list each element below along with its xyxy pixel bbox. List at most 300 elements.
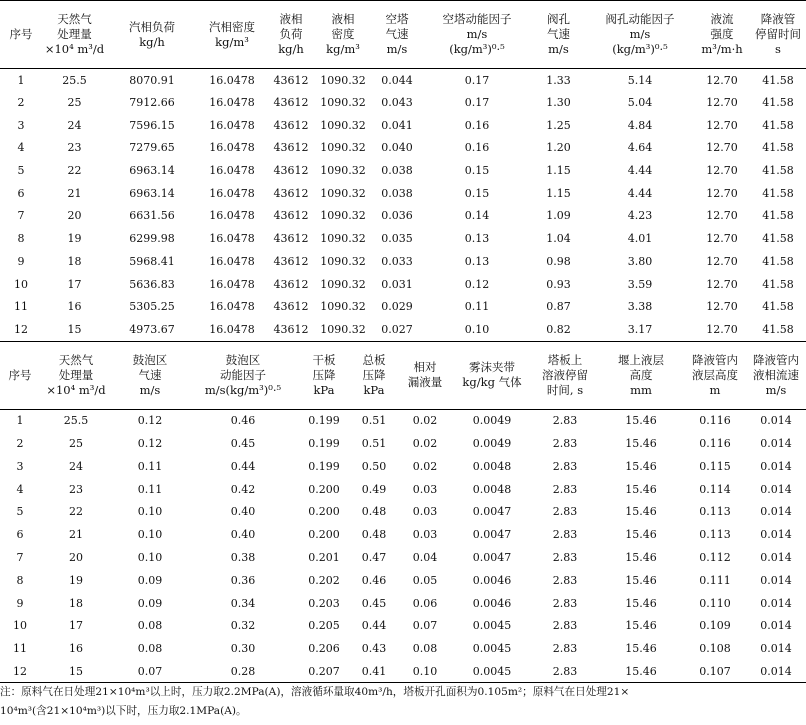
header-text: m/s xyxy=(765,382,787,397)
table1-header-col-3 xyxy=(197,1,267,69)
header-text: 阀孔 xyxy=(547,12,570,26)
table-footnote xyxy=(0,683,806,721)
table-cell: 23 xyxy=(69,482,83,496)
table2-header-col-4 xyxy=(298,341,350,409)
table-cell: 16 xyxy=(67,300,82,314)
table1-header-col-11 xyxy=(750,1,806,69)
header-text: kg/h xyxy=(139,34,165,49)
table-cell: 0.44 xyxy=(230,459,256,473)
table-cell: 41.58 xyxy=(762,141,794,155)
table-cell: 12.70 xyxy=(706,322,738,336)
table-cell: 19 xyxy=(69,573,83,587)
header-text: kPa xyxy=(313,382,335,397)
header-text: 液流 xyxy=(710,12,734,26)
header-text: 降液管 xyxy=(760,12,796,26)
table-cell: 0.111 xyxy=(699,573,731,587)
header-text: 空塔 xyxy=(385,12,409,26)
table-cell: 2 xyxy=(16,436,24,450)
header-text: 汽相负荷 xyxy=(129,19,175,34)
table-cell: 41.58 xyxy=(762,96,794,110)
table-cell: 41.58 xyxy=(762,73,794,87)
table-cell: 0.45 xyxy=(361,596,387,610)
table-cell: 2 xyxy=(17,96,25,110)
table-cell: 5 xyxy=(17,164,25,178)
table-cell: 0.43 xyxy=(361,642,387,656)
table-cell: 16.0478 xyxy=(209,209,255,223)
table-cell: 4.84 xyxy=(627,118,653,132)
table-cell: 3.17 xyxy=(627,322,653,336)
table-cell: 5.14 xyxy=(627,73,653,87)
header-text: 堰上液层 xyxy=(618,352,664,367)
table-cell: 0.014 xyxy=(760,482,792,496)
header-text: 空塔动能因子 xyxy=(442,12,512,26)
table-cell: 2.83 xyxy=(552,505,578,519)
table-row xyxy=(0,91,806,114)
table-cell: 1090.32 xyxy=(320,277,366,291)
table-cell: 1090.32 xyxy=(320,232,366,246)
table-cell: 4.64 xyxy=(627,141,653,155)
table-cell: 16.0478 xyxy=(209,141,255,155)
table-cell: 15.46 xyxy=(625,573,657,587)
table-cell: 2.83 xyxy=(552,596,578,610)
header-text: 动能因子 xyxy=(220,367,266,382)
table-cell: 0.107 xyxy=(699,664,731,678)
table-cell: 12.70 xyxy=(706,232,738,246)
table-cell: 0.16 xyxy=(464,141,490,155)
table-cell: 0.0045 xyxy=(472,619,512,633)
table-cell: 0.014 xyxy=(760,459,792,473)
table-cell: 0.41 xyxy=(361,664,387,678)
table-cell: 0.0047 xyxy=(472,505,512,519)
table-cell: 0.116 xyxy=(699,436,731,450)
table-cell: 43612 xyxy=(273,232,309,246)
table-cell: 7912.66 xyxy=(129,96,175,110)
table-cell: 0.200 xyxy=(308,505,340,519)
header-text: kg/h xyxy=(278,42,304,56)
table-cell: 24 xyxy=(69,459,83,473)
table-cell: 0.11 xyxy=(137,459,163,473)
table-cell: 0.10 xyxy=(137,505,163,519)
table-cell: 15 xyxy=(69,664,83,678)
header-text: 气速 xyxy=(138,367,162,382)
table-cell: 0.113 xyxy=(699,505,731,519)
table-cell: 0.30 xyxy=(230,642,256,656)
table-cell: 1.20 xyxy=(546,141,571,155)
table-row xyxy=(0,250,806,273)
table1-header-col-6 xyxy=(371,1,423,69)
table-cell: 1090.32 xyxy=(320,141,366,155)
table-cell: 1.09 xyxy=(546,209,571,223)
table-cell: 0.033 xyxy=(381,254,413,268)
header-text: ×10⁴ m³/d xyxy=(46,382,106,397)
table-cell: 9 xyxy=(17,254,25,268)
table-cell: 0.12 xyxy=(464,277,490,291)
table-cell: 0.0045 xyxy=(472,664,512,678)
table-cell: 2.83 xyxy=(552,482,578,496)
hydraulics-table-1 xyxy=(0,0,806,341)
table-row xyxy=(0,569,806,592)
table-cell: 0.014 xyxy=(760,550,792,564)
table-row xyxy=(0,637,806,660)
table-cell: 12.70 xyxy=(706,164,738,178)
table-cell: 15.46 xyxy=(625,414,657,428)
table-cell: 0.199 xyxy=(308,459,340,473)
header-text: 降液管内 xyxy=(692,352,738,367)
header-text: m xyxy=(709,382,721,397)
header-text: kg/m³ xyxy=(215,34,249,49)
table-row xyxy=(0,159,806,182)
table1-header-col-4 xyxy=(267,1,315,69)
table-cell: 2.83 xyxy=(552,619,578,633)
table2-header-col-10 xyxy=(684,341,746,409)
table-cell: 0.47 xyxy=(361,550,387,564)
table-cell: 0.51 xyxy=(361,414,387,428)
table-cell: 0.46 xyxy=(361,573,387,587)
table2-header-col-2 xyxy=(112,341,188,409)
table2-header-col-0 xyxy=(0,341,40,409)
header-text: 液相 xyxy=(279,12,303,26)
table-cell: 0.0049 xyxy=(472,436,512,450)
table-cell: 0.114 xyxy=(699,482,731,496)
table-cell: 0.014 xyxy=(760,596,792,610)
table1-header-col-10 xyxy=(694,1,750,69)
table-cell: 18 xyxy=(69,596,83,610)
table-cell: 41.58 xyxy=(762,164,794,178)
table-cell: 20 xyxy=(69,550,83,564)
table-cell: 0.09 xyxy=(137,573,163,587)
table-cell: 0.08 xyxy=(412,642,438,656)
table-cell: 16.0478 xyxy=(209,96,255,110)
table-cell: 0.07 xyxy=(137,664,163,678)
table-cell: 0.10 xyxy=(137,528,163,542)
table-cell: 15 xyxy=(67,322,82,336)
table-cell: 0.199 xyxy=(308,436,340,450)
table-cell: 5.04 xyxy=(627,96,653,110)
table-cell: 0.038 xyxy=(381,186,413,200)
table-cell: 12 xyxy=(13,664,27,678)
header-text: kg/kg 气体 xyxy=(462,375,522,390)
table-cell: 0.11 xyxy=(464,300,490,314)
table2-header-col-3 xyxy=(188,341,298,409)
table-cell: 0.02 xyxy=(412,459,438,473)
table-cell: 0.14 xyxy=(464,209,490,223)
table-cell: 0.0046 xyxy=(472,573,512,587)
table-cell: 0.02 xyxy=(412,436,438,450)
table-cell: 0.28 xyxy=(230,664,256,678)
table-cell: 0.0048 xyxy=(472,482,512,496)
table-cell: 0.17 xyxy=(464,73,490,87)
table-cell: 0.0047 xyxy=(472,528,512,542)
table-cell: 21 xyxy=(69,528,83,542)
table-cell: 12.70 xyxy=(706,186,738,200)
table-cell: 0.07 xyxy=(412,619,438,633)
table1-header-row xyxy=(0,1,806,69)
header-text: s xyxy=(775,42,781,56)
table-cell: 24 xyxy=(67,118,82,132)
table-cell: 0.10 xyxy=(464,322,490,336)
table-cell: 43612 xyxy=(273,73,309,87)
table-row xyxy=(0,546,806,569)
table-cell: 0.044 xyxy=(381,73,413,87)
header-text: 强度 xyxy=(710,27,734,41)
table-cell: 41.58 xyxy=(762,186,794,200)
table-row xyxy=(0,114,806,137)
table-cell: 7 xyxy=(16,550,24,564)
table-cell: 0.32 xyxy=(230,619,256,633)
header-text: m/s xyxy=(386,42,408,56)
table-cell: 1 xyxy=(16,414,24,428)
table2-header-col-1 xyxy=(40,341,112,409)
table-cell: 0.49 xyxy=(361,482,387,496)
table-row xyxy=(0,273,806,296)
header-text: 时间, s xyxy=(546,382,584,397)
table-cell: 0.031 xyxy=(381,277,413,291)
table-cell: 4 xyxy=(16,482,24,496)
table-cell: 0.44 xyxy=(361,619,387,633)
table-cell: 12.70 xyxy=(706,300,738,314)
table-cell: 0.03 xyxy=(412,482,438,496)
table1-header-col-7 xyxy=(423,1,531,69)
header-text: 液相流速 xyxy=(753,367,799,382)
table-row xyxy=(0,592,806,615)
table-cell: 7596.15 xyxy=(129,118,175,132)
table-cell: 0.13 xyxy=(464,254,490,268)
table-cell: 12.70 xyxy=(706,96,738,110)
table-cell: 0.48 xyxy=(361,505,387,519)
header-text: 阀孔动能因子 xyxy=(605,12,675,26)
table-cell: 0.014 xyxy=(760,436,792,450)
table-cell: 0.03 xyxy=(412,505,438,519)
table-cell: 3.59 xyxy=(627,277,653,291)
table-cell: 0.207 xyxy=(308,664,340,678)
table-cell: 9 xyxy=(16,596,24,610)
header-text: m/s(kg/m³)⁰·⁵ xyxy=(204,382,282,397)
table-row xyxy=(0,227,806,250)
table-cell: 15.46 xyxy=(625,550,657,564)
table-cell: 0.05 xyxy=(412,573,438,587)
table-cell: 0.043 xyxy=(381,96,413,110)
header-text: 雾沫夹带 xyxy=(469,360,515,375)
table-cell: 2.83 xyxy=(552,573,578,587)
table-cell: 3.38 xyxy=(627,300,653,314)
table2-header-col-8 xyxy=(532,341,598,409)
table-cell: 0.109 xyxy=(699,619,731,633)
table-cell: 25.5 xyxy=(62,73,87,87)
table-cell: 4.44 xyxy=(627,186,653,200)
table-cell: 6963.14 xyxy=(129,186,175,200)
header-text: 高度 xyxy=(629,367,653,382)
table-cell: 3 xyxy=(16,459,24,473)
table-cell: 21 xyxy=(67,186,82,200)
table-cell: 0.45 xyxy=(230,436,256,450)
header-text: 压降 xyxy=(312,367,336,382)
table-cell: 0.48 xyxy=(361,528,387,542)
table-cell: 17 xyxy=(69,619,83,633)
table-cell: 0.027 xyxy=(381,322,413,336)
table-cell: 20 xyxy=(67,209,82,223)
table-cell: 0.40 xyxy=(230,528,256,542)
table-cell: 0.04 xyxy=(412,550,438,564)
table-cell: 15.46 xyxy=(625,664,657,678)
table-cell: 1.30 xyxy=(546,96,571,110)
table-cell: 5968.41 xyxy=(129,254,175,268)
table-cell: 41.58 xyxy=(762,118,794,132)
table-cell: 43612 xyxy=(273,254,309,268)
table-cell: 11 xyxy=(14,300,28,314)
table-cell: 1090.32 xyxy=(320,254,366,268)
header-text: (kg/m³)⁰·⁵ xyxy=(612,42,668,56)
header-text: 停留时间 xyxy=(755,27,801,41)
table-cell: 1 xyxy=(17,73,25,87)
table-cell: 16.0478 xyxy=(209,186,255,200)
table-cell: 0.202 xyxy=(308,573,340,587)
table-cell: 0.82 xyxy=(546,322,571,336)
table-cell: 43612 xyxy=(273,164,309,178)
table-cell: 0.08 xyxy=(137,619,163,633)
table-cell: 10 xyxy=(14,277,28,291)
table-cell: 18 xyxy=(67,254,82,268)
table-cell: 2.83 xyxy=(552,664,578,678)
table-cell: 1090.32 xyxy=(320,322,366,336)
table-cell: 1090.32 xyxy=(320,73,366,87)
table2-header-col-11 xyxy=(746,341,806,409)
table-cell: 5 xyxy=(16,505,24,519)
header-text: kg/m³ xyxy=(326,42,360,56)
table-cell: 4 xyxy=(17,141,25,155)
header-text: m/s xyxy=(139,382,161,397)
header-text: mm xyxy=(630,382,652,397)
table-cell: 0.12 xyxy=(137,436,163,450)
table-row xyxy=(0,500,806,523)
header-text: 压降 xyxy=(362,367,386,382)
table-cell: 0.36 xyxy=(230,573,256,587)
table-cell: 16.0478 xyxy=(209,232,255,246)
table-row xyxy=(0,660,806,683)
table-cell: 8 xyxy=(17,232,25,246)
table-cell: 2.83 xyxy=(552,528,578,542)
table-cell: 2.83 xyxy=(552,436,578,450)
table-cell: 16.0478 xyxy=(209,322,255,336)
table-cell: 16 xyxy=(69,642,83,656)
table1-header-col-2 xyxy=(107,1,197,69)
header-text: 天然气 xyxy=(57,12,92,26)
table-cell: 0.16 xyxy=(464,118,490,132)
table-cell: 16.0478 xyxy=(209,277,255,291)
table-row xyxy=(0,205,806,228)
header-text: 液相 xyxy=(331,12,355,26)
header-text: 塔板上 xyxy=(547,352,583,367)
table-cell: 4.01 xyxy=(627,232,653,246)
header-text: 负荷 xyxy=(279,27,303,41)
table-cell: 22 xyxy=(69,505,83,519)
table-cell: 0.15 xyxy=(464,186,490,200)
header-text: 漏液量 xyxy=(407,375,443,390)
table-cell: 1090.32 xyxy=(320,300,366,314)
table-cell: 17 xyxy=(67,277,82,291)
table2-body xyxy=(0,409,806,683)
table-cell: 16.0478 xyxy=(209,164,255,178)
table-cell: 25 xyxy=(69,436,83,450)
table-cell: 0.0048 xyxy=(472,459,512,473)
table-cell: 0.041 xyxy=(381,118,413,132)
header-text: ×10⁴ m³/d xyxy=(44,42,105,56)
table-row xyxy=(0,523,806,546)
table-cell: 10 xyxy=(13,619,27,633)
table-cell: 0.11 xyxy=(137,482,163,496)
table2-header-row xyxy=(0,341,806,409)
table-row xyxy=(0,409,806,432)
header-text: 总板 xyxy=(362,352,386,367)
table-cell: 15.46 xyxy=(625,436,657,450)
table2-header-col-7 xyxy=(452,341,532,409)
header-text: m/s xyxy=(466,27,488,41)
table-cell: 41.58 xyxy=(762,300,794,314)
table-cell: 0.038 xyxy=(381,164,413,178)
table1-header-col-8 xyxy=(531,1,586,69)
table-cell: 0.40 xyxy=(230,505,256,519)
table-cell: 0.09 xyxy=(137,596,163,610)
table-cell: 43612 xyxy=(273,300,309,314)
table-cell: 8070.91 xyxy=(129,73,175,87)
table2-header-col-6 xyxy=(398,341,452,409)
table-cell: 0.036 xyxy=(381,209,413,223)
header-text: 气速 xyxy=(547,27,570,41)
table-cell: 0.029 xyxy=(381,300,413,314)
table-cell: 1.15 xyxy=(546,164,571,178)
table-cell: 16.0478 xyxy=(209,118,255,132)
table-cell: 1090.32 xyxy=(320,118,366,132)
table-cell: 15.46 xyxy=(625,482,657,496)
table-cell: 7279.65 xyxy=(129,141,175,155)
header-text: 气速 xyxy=(385,27,409,41)
table-cell: 41.58 xyxy=(762,209,794,223)
table-cell: 0.205 xyxy=(308,619,340,633)
table-cell: 0.02 xyxy=(412,414,438,428)
table1-header-col-9 xyxy=(586,1,694,69)
table-cell: 15.46 xyxy=(625,505,657,519)
table1-header-col-0 xyxy=(0,1,42,69)
table-cell: 15.46 xyxy=(625,459,657,473)
table-cell: 23 xyxy=(67,141,82,155)
table-cell: 7 xyxy=(17,209,25,223)
table-cell: 0.112 xyxy=(699,550,731,564)
header-text: (kg/m³)⁰·⁵ xyxy=(449,42,505,56)
table-cell: 0.15 xyxy=(464,164,490,178)
header-text: 序号 xyxy=(9,27,33,41)
table-cell: 0.10 xyxy=(412,664,438,678)
table-row xyxy=(0,614,806,637)
table-cell: 43612 xyxy=(273,186,309,200)
header-text: 液层高度 xyxy=(692,367,738,382)
table-cell: 0.116 xyxy=(699,414,731,428)
table-cell: 0.38 xyxy=(230,550,256,564)
table-cell: 12.70 xyxy=(706,73,738,87)
table-cell: 0.014 xyxy=(760,573,792,587)
table-cell: 0.035 xyxy=(381,232,413,246)
table-cell: 12.70 xyxy=(706,254,738,268)
header-text: 鼓泡区 xyxy=(225,352,261,367)
table-cell: 0.46 xyxy=(230,414,256,428)
table-cell: 1.33 xyxy=(546,73,571,87)
table1-header-col-1 xyxy=(42,1,107,69)
table-cell: 0.040 xyxy=(381,141,413,155)
table-cell: 41.58 xyxy=(762,254,794,268)
table-cell: 0.014 xyxy=(760,619,792,633)
table-cell: 0.06 xyxy=(412,596,438,610)
table-cell: 0.014 xyxy=(760,642,792,656)
table-cell: 43612 xyxy=(273,141,309,155)
table-row xyxy=(0,478,806,501)
